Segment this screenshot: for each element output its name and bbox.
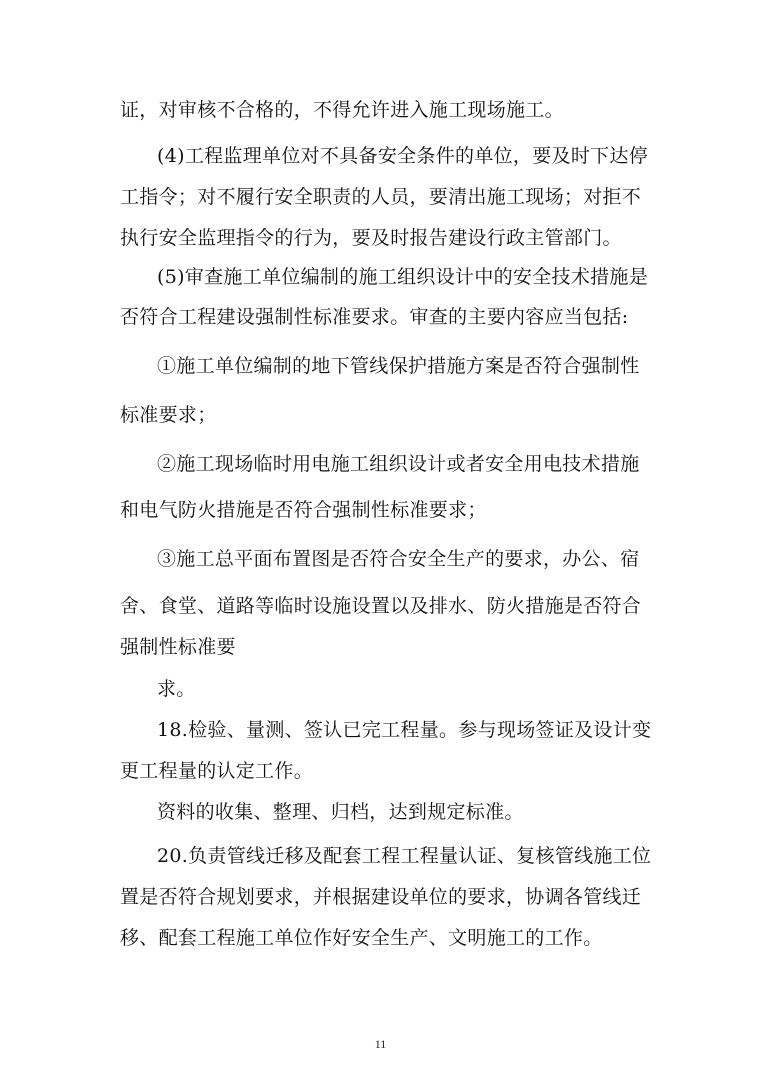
- text-line-12: 舍、食堂、道路等临时设施设置以及排水、防火措施是否符合: [120, 595, 642, 617]
- text-line-4: 执行安全监理指令的行为，要及时报告建设行政主管部门。: [120, 227, 622, 249]
- text-line-19: 置是否符合规划要求，并根据建设单位的要求，协调各管线迁: [120, 886, 642, 908]
- text-line-1: 证，对审核不合格的，不得允许进入施工现场施工。: [120, 99, 564, 121]
- text-line-15: 18.检验、量测、签认已完工程量。参与现场签证及设计变: [157, 719, 652, 741]
- text-line-11: ③施工总平面布置图是否符合安全生产的要求，办公、宿: [157, 548, 640, 570]
- text-line-16: 更工程量的认定工作。: [120, 760, 314, 782]
- page-number: 11: [374, 1037, 387, 1051]
- text-line-6: 否符合工程建设强制性标准要求。审查的主要内容应当包括:: [120, 306, 629, 328]
- text-line-2: (4)工程监理单位对不具备安全条件的单位，要及时下达停: [157, 145, 649, 167]
- text-line-9: ②施工现场临时用电施工组织设计或者安全用电技术措施: [157, 453, 640, 475]
- text-line-18: 20.负责管线迁移及配套工程工程量认证、复核管线施工位: [157, 845, 652, 867]
- text-line-13: 强制性标准要: [120, 636, 236, 658]
- text-line-20: 移、配套工程施工单位作好安全生产、文明施工的工作。: [120, 927, 603, 949]
- text-line-3: 工指令；对不履行安全职责的人员，要清出施工现场；对拒不: [120, 186, 642, 208]
- text-line-8: 标准要求；: [120, 404, 217, 426]
- text-line-5: (5)审查施工单位编制的施工组织设计中的安全技术措施是: [157, 266, 649, 288]
- text-line-14: 求。: [157, 678, 196, 700]
- text-line-10: 和电气防火措施是否符合强制性标准要求；: [120, 499, 487, 521]
- text-line-17: 资料的收集、整理、归档，达到规定标准。: [157, 801, 524, 823]
- text-line-7: ①施工单位编制的地下管线保护措施方案是否符合强制性: [157, 355, 640, 377]
